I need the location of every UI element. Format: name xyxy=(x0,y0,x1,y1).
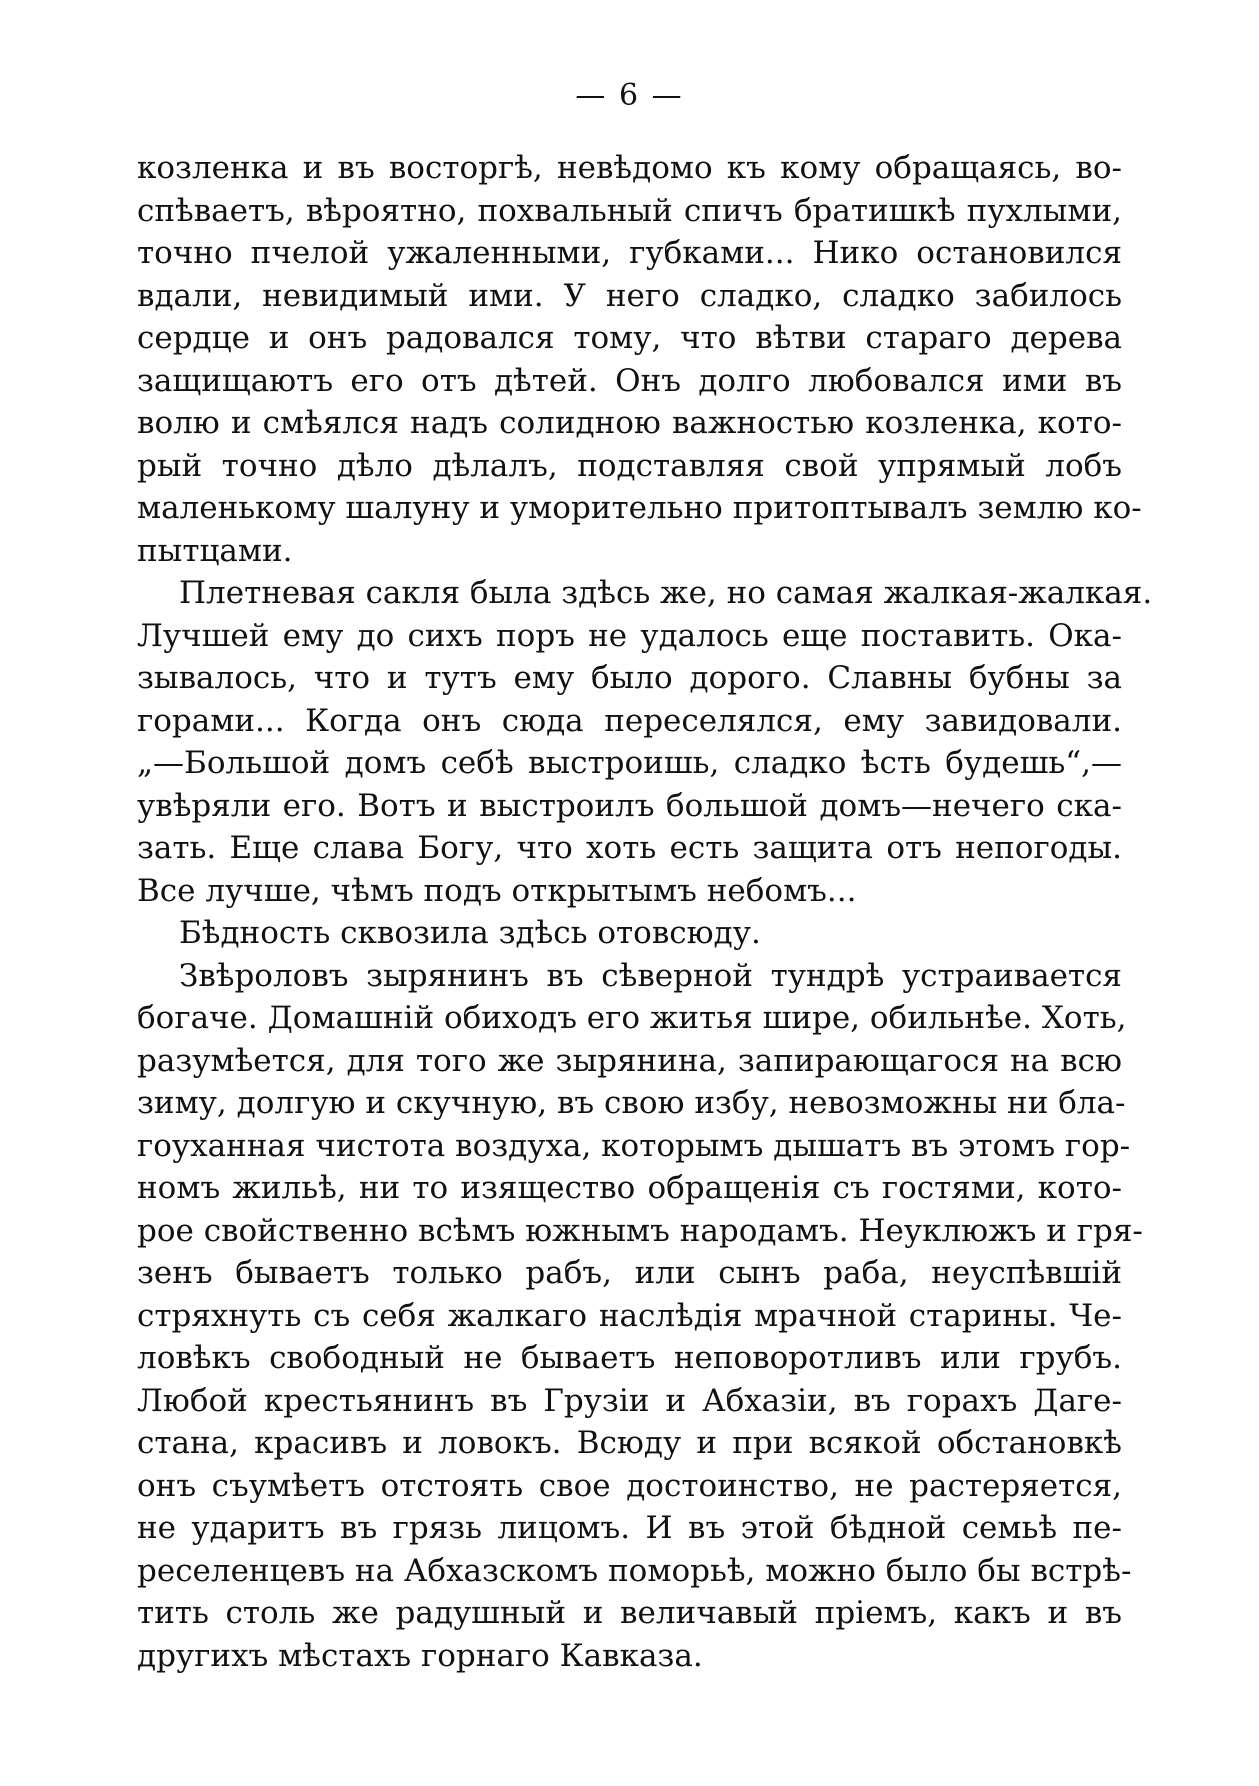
text-line: тить столь же радушный и величавый пріемъ, какъ и въ xyxy=(137,1595,1122,1631)
text-line: зать. Еще слава Богу, что хоть есть защита отъ непогоды. xyxy=(137,830,1122,866)
text-line: вдали, невидимый ими. У него сладко, сладко забилось xyxy=(137,277,1122,314)
text-line: зывалось, что и тутъ ему было дорого. Славны бубны за xyxy=(137,660,1122,696)
text-line: зиму, долгую и скучную, въ свою избу, невозможны ни бла- xyxy=(137,1085,1126,1121)
text-line: гоуханная чистота воздуха, которымъ дышатъ въ этомъ гор- xyxy=(137,1127,1131,1164)
paragraph-start-line: Плетневая сакля была здѣсь же, но самая жалкая-жалкая. xyxy=(179,575,1153,611)
text-line: Все лучше, чѣмъ подъ открытымъ небомъ... xyxy=(137,872,857,909)
text-line: Любой крестьянинъ въ Грузіи и Абхазіи, въ горахъ Даге- xyxy=(137,1382,1122,1419)
text-line: ловѣкъ свободный не бываетъ неповоротливъ или грубъ. xyxy=(137,1340,1122,1376)
text-line: онъ съумѣетъ отстоять свое достоинство, не растеряется, xyxy=(137,1467,1122,1504)
text-line: рое свойственно всѣмъ южнымъ народамъ. Неуклюжъ и гря- xyxy=(137,1212,1143,1249)
text-line: разумѣется, для того же зырянина, запирающагося на всю xyxy=(137,1042,1122,1079)
text-line: зенъ бываетъ только рабъ, или сынъ раба, неуспѣвшій xyxy=(137,1255,1122,1291)
body-text xyxy=(137,147,1153,1677)
text-line: увѣряли его. Вотъ и выстроилъ большой домъ—нечего ска- xyxy=(137,787,1122,824)
text-line: другихъ мѣстахъ горнаго Кавказа. xyxy=(137,1637,703,1674)
text-line: рый точно дѣло дѣлалъ, подставляя свой упрямый лобъ xyxy=(137,447,1122,484)
text-line: защищаютъ его отъ дѣтей. Онъ долго любовался ими въ xyxy=(137,362,1122,399)
text-line: спѣваетъ, вѣроятно, похвальный спичъ братишкѣ пухлыми, xyxy=(137,192,1122,229)
text-line: волю и смѣялся надъ солидною важностью козленка, кото- xyxy=(137,405,1122,441)
page-number: — 6 — xyxy=(575,78,684,113)
text-line: „—Большой домъ себѣ выстроишь, сладко ѣсть будешь“,— xyxy=(137,745,1122,781)
paragraph-start-line: Звѣроловъ зырянинъ въ сѣверной тундрѣ устраивается xyxy=(179,957,1122,994)
text-line: стана, красивъ и ловокъ. Всюду и при всякой обстановкѣ xyxy=(137,1425,1122,1461)
text-line: козленка и въ восторгѣ, невѣдомо къ кому обращаясь, во- xyxy=(137,150,1122,186)
text-line: сердце и онъ радовался тому, что вѣтви стараго дерева xyxy=(137,320,1122,356)
text-line: точно пчелой ужаленными, губками... Нико остановился xyxy=(137,235,1122,271)
text-line: реселенцевъ на Абхазскомъ поморьѣ, можно было бы встрѣ- xyxy=(137,1552,1132,1589)
text-line: пытцами. xyxy=(137,532,293,569)
text-line: стряхнуть съ себя жалкаго наслѣдія мрачной старины. Че- xyxy=(137,1297,1122,1334)
paragraph-start-line: Бѣдность сквозила здѣсь отовсюду. xyxy=(179,915,761,951)
text-line: маленькому шалуну и уморительно притоптывалъ землю ко- xyxy=(137,490,1142,526)
text-line: номъ жильѣ, ни то изящество обращенія съ гостями, кото- xyxy=(137,1170,1122,1206)
text-line: богаче. Домашній обиходъ его житья шире, обильнѣе. Хоть, xyxy=(137,1000,1127,1036)
text-line: не ударитъ въ грязь лицомъ. И въ этой бѣдной семьѣ пе- xyxy=(137,1510,1122,1546)
text-line: горами... Когда онъ сюда переселялся, ему завидовали. xyxy=(137,702,1122,739)
text-line: Лучшей ему до сихъ поръ не удалось еще поставить. Ока- xyxy=(137,617,1122,654)
